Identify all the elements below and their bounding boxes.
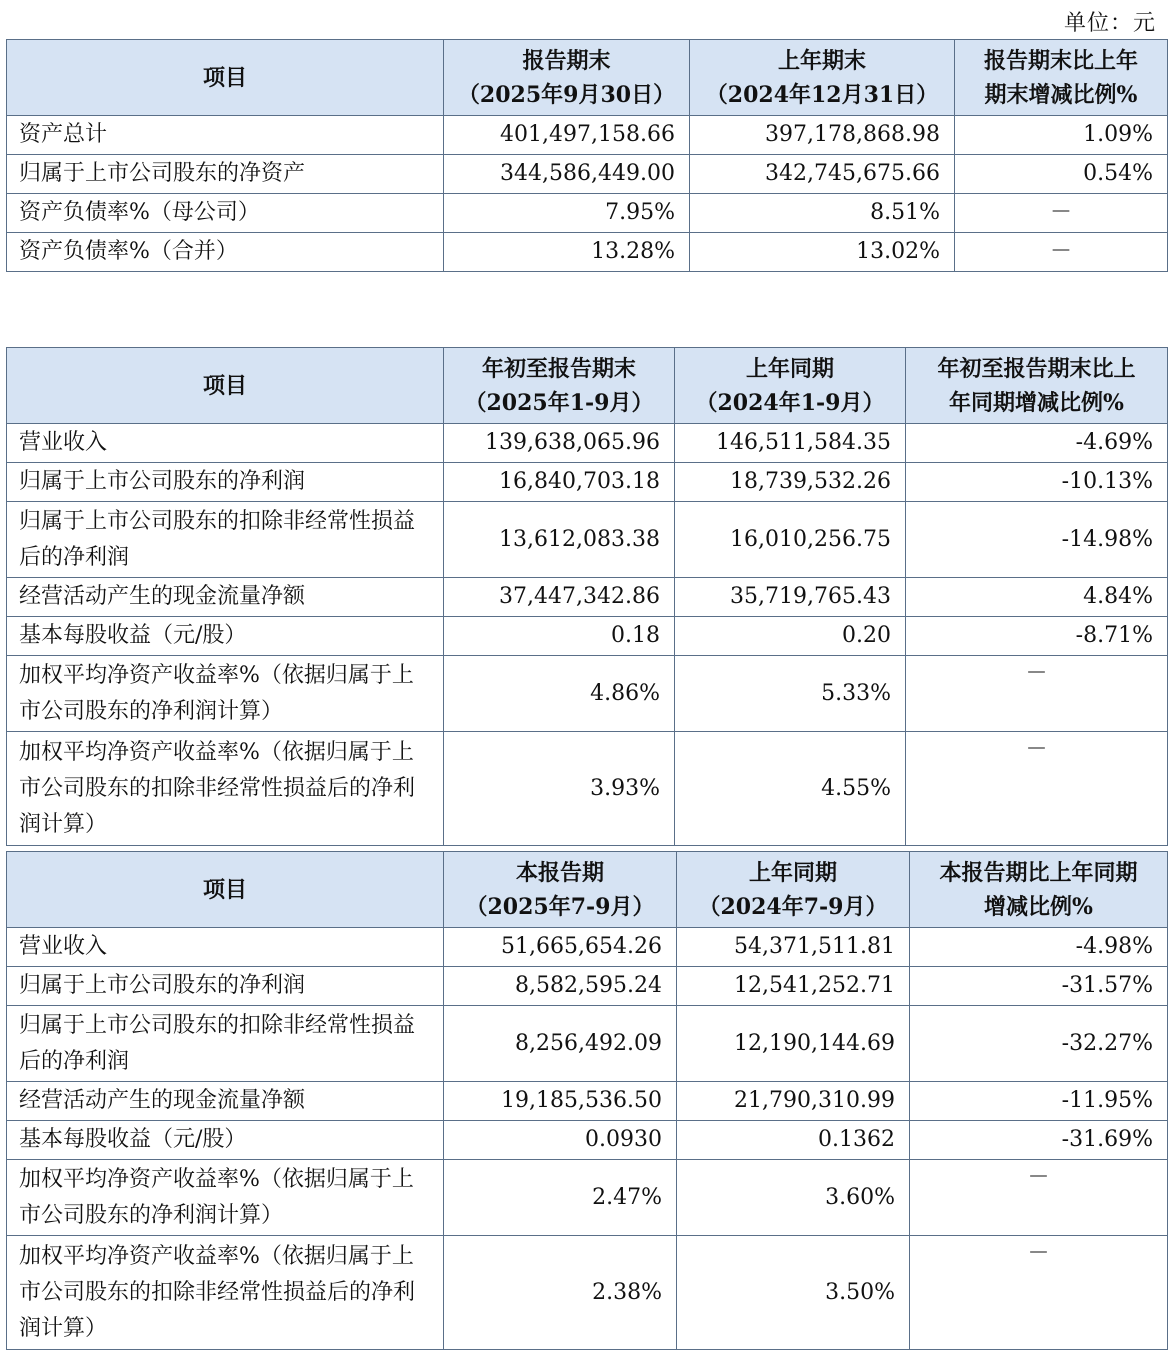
row-label: 加权平均净资产收益率%（依据归属于上市公司股东的净利润计算） xyxy=(7,656,444,732)
cell-value: 3.60% xyxy=(677,1160,910,1236)
header-col1: 年初至报告期末 （2025年1-9月） xyxy=(444,348,675,424)
row-label: 经营活动产生的现金流量净额 xyxy=(7,1082,444,1121)
cell-change: -31.57% xyxy=(910,967,1168,1006)
row-label: 资产总计 xyxy=(7,116,444,155)
header-item: 项目 xyxy=(7,40,444,116)
table-row xyxy=(7,656,1168,732)
cell-value: 2.47% xyxy=(444,1160,677,1236)
cell-change: -11.95% xyxy=(910,1082,1168,1121)
cell-value: 54,371,511.81 xyxy=(677,928,910,967)
cell-value: 8.51% xyxy=(690,194,955,233)
table-row xyxy=(7,1236,1168,1350)
row-label: 归属于上市公司股东的扣除非经常性损益后的净利润 xyxy=(7,1006,444,1082)
cell-value: 2.38% xyxy=(444,1236,677,1350)
table-row xyxy=(7,233,1168,272)
row-label: 营业收入 xyxy=(7,928,444,967)
header-col1: 报告期末 （2025年9月30日） xyxy=(444,40,690,116)
header-col3: 本报告期比上年同期 增减比例% xyxy=(910,852,1168,928)
header-item: 项目 xyxy=(7,852,444,928)
table-row xyxy=(7,155,1168,194)
cell-change: -8.71% xyxy=(906,617,1168,656)
cell-value: 37,447,342.86 xyxy=(444,578,675,617)
cell-change: 1.09% xyxy=(955,116,1168,155)
cell-change: -10.13% xyxy=(906,463,1168,502)
cell-value: 16,010,256.75 xyxy=(675,502,906,578)
cell-value: 19,185,536.50 xyxy=(444,1082,677,1121)
cell-value: 51,665,654.26 xyxy=(444,928,677,967)
table-row xyxy=(7,116,1168,155)
row-label: 加权平均净资产收益率%（依据归属于上市公司股东的扣除非经常性损益后的净利润计算） xyxy=(7,732,444,846)
table-row xyxy=(7,928,1168,967)
header-col2: 上年期末 （2024年12月31日） xyxy=(690,40,955,116)
table-row xyxy=(7,194,1168,233)
cell-value: 35,719,765.43 xyxy=(675,578,906,617)
table-row xyxy=(7,424,1168,463)
row-label: 资产负债率%（母公司） xyxy=(7,194,444,233)
cell-value: 13.28% xyxy=(444,233,690,272)
cell-value: 0.20 xyxy=(675,617,906,656)
cell-value: 13.02% xyxy=(690,233,955,272)
ytd-income-table xyxy=(6,347,1168,846)
cell-value: 8,256,492.09 xyxy=(444,1006,677,1082)
cell-value: 0.1362 xyxy=(677,1121,910,1160)
row-label: 基本每股收益（元/股） xyxy=(7,617,444,656)
cell-change: － xyxy=(955,233,1168,272)
cell-value: 397,178,868.98 xyxy=(690,116,955,155)
row-label: 归属于上市公司股东的净利润 xyxy=(7,967,444,1006)
cell-value: 0.0930 xyxy=(444,1121,677,1160)
cell-value: 342,745,675.66 xyxy=(690,155,955,194)
table-row xyxy=(7,502,1168,578)
cell-value: 3.50% xyxy=(677,1236,910,1350)
cell-value: 401,497,158.66 xyxy=(444,116,690,155)
quarter-income-table xyxy=(6,851,1168,1350)
cell-change: － xyxy=(906,732,1168,846)
unit-label: 单位：元 xyxy=(1063,11,1156,36)
row-label: 营业收入 xyxy=(7,424,444,463)
cell-value: 5.33% xyxy=(675,656,906,732)
row-label: 经营活动产生的现金流量净额 xyxy=(7,578,444,617)
cell-change: － xyxy=(955,194,1168,233)
cell-change: -14.98% xyxy=(906,502,1168,578)
cell-value: 0.18 xyxy=(444,617,675,656)
cell-value: 13,612,083.38 xyxy=(444,502,675,578)
header-col1: 本报告期 （2025年7-9月） xyxy=(444,852,677,928)
cell-value: 21,790,310.99 xyxy=(677,1082,910,1121)
cell-value: 12,190,144.69 xyxy=(677,1006,910,1082)
table-row xyxy=(7,1160,1168,1236)
balance-sheet-table xyxy=(6,39,1168,272)
header-col2: 上年同期 （2024年1-9月） xyxy=(675,348,906,424)
table-row xyxy=(7,732,1168,846)
cell-change: -32.27% xyxy=(910,1006,1168,1082)
row-label: 基本每股收益（元/股） xyxy=(7,1121,444,1160)
cell-change: － xyxy=(910,1236,1168,1350)
cell-value: 4.86% xyxy=(444,656,675,732)
row-label: 归属于上市公司股东的净利润 xyxy=(7,463,444,502)
cell-change: － xyxy=(910,1160,1168,1236)
cell-change: 4.84% xyxy=(906,578,1168,617)
cell-value: 8,582,595.24 xyxy=(444,967,677,1006)
cell-change: -4.69% xyxy=(906,424,1168,463)
row-label: 加权平均净资产收益率%（依据归属于上市公司股东的扣除非经常性损益后的净利润计算） xyxy=(7,1236,444,1350)
table-row xyxy=(7,1006,1168,1082)
row-label: 归属于上市公司股东的扣除非经常性损益后的净利润 xyxy=(7,502,444,578)
cell-value: 16,840,703.18 xyxy=(444,463,675,502)
cell-change: － xyxy=(906,656,1168,732)
row-label: 归属于上市公司股东的净资产 xyxy=(7,155,444,194)
table-row xyxy=(7,1121,1168,1160)
table-row xyxy=(7,617,1168,656)
header-col3: 报告期末比上年 期末增减比例% xyxy=(955,40,1168,116)
table-row xyxy=(7,967,1168,1006)
cell-value: 344,586,449.00 xyxy=(444,155,690,194)
cell-value: 146,511,584.35 xyxy=(675,424,906,463)
cell-change: 0.54% xyxy=(955,155,1168,194)
table-row xyxy=(7,463,1168,502)
cell-value: 139,638,065.96 xyxy=(444,424,675,463)
cell-value: 3.93% xyxy=(444,732,675,846)
row-label: 加权平均净资产收益率%（依据归属于上市公司股东的净利润计算） xyxy=(7,1160,444,1236)
header-col3: 年初至报告期末比上 年同期增减比例% xyxy=(906,348,1168,424)
cell-value: 12,541,252.71 xyxy=(677,967,910,1006)
cell-change: -31.69% xyxy=(910,1121,1168,1160)
header-item: 项目 xyxy=(7,348,444,424)
table-row xyxy=(7,1082,1168,1121)
cell-value: 4.55% xyxy=(675,732,906,846)
header-col2: 上年同期 （2024年7-9月） xyxy=(677,852,910,928)
cell-value: 18,739,532.26 xyxy=(675,463,906,502)
table-row xyxy=(7,578,1168,617)
row-label: 资产负债率%（合并） xyxy=(7,233,444,272)
cell-value: 7.95% xyxy=(444,194,690,233)
cell-change: -4.98% xyxy=(910,928,1168,967)
